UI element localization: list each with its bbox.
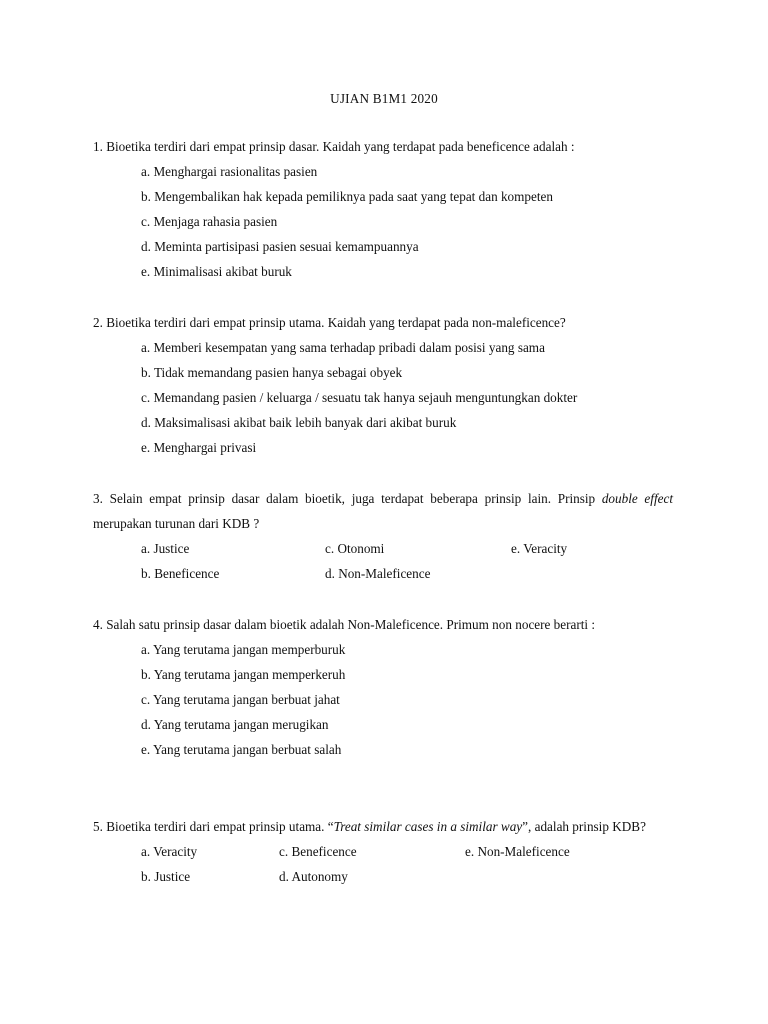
question-2-option-a: a. Memberi kesempatan yang sama terhadap pribadi dalam posisi yang sama [141, 340, 545, 355]
question-5-option-d: d. Autonomy [279, 869, 348, 884]
question-3-text-start: 3. Selain empat prinsip dasar dalam bioetik, juga terdapat beberapa prinsip lain. Prinsip [93, 491, 602, 506]
question-4-option-d: d. Yang terutama jangan merugikan [141, 717, 329, 732]
question-1-text: 1. Bioetika terdiri dari empat prinsip dasar. Kaidah yang terdapat pada beneficence adalah : [93, 139, 575, 154]
question-4-options [93, 637, 673, 762]
question-5-option-c: c. Beneficence [279, 844, 357, 859]
question-5-options-row-2 [93, 864, 673, 889]
question-4-option-b: b. Yang terutama jangan memperkeruh [141, 667, 346, 682]
question-2-text: 2. Bioetika terdiri dari empat prinsip utama. Kaidah yang terdapat pada non-maleficence? [93, 315, 566, 330]
question-3-options-row-2 [93, 561, 673, 586]
question-5-option-b: b. Justice [141, 869, 191, 884]
question-5-text [93, 814, 673, 839]
question-5 [93, 814, 673, 889]
question-4-text: 4. Salah satu prinsip dasar dalam bioetik adalah Non-Maleficence. Primum non nocere berarti : [93, 617, 596, 632]
question-2-option-e: e. Menghargai privasi [141, 440, 257, 455]
question-2-option-d: d. Maksimalisasi akibat baik lebih banyak dari akibat buruk [141, 415, 457, 430]
question-4-option-a: a. Yang terutama jangan memperburuk [141, 642, 346, 657]
question-2-option-b: b. Tidak memandang pasien hanya sebagai obyek [141, 365, 403, 380]
question-3-text-end: merupakan turunan dari KDB ? [93, 516, 260, 531]
question-5-option-a: a. Veracity [141, 844, 198, 859]
question-1-option-c: c. Menjaga rahasia pasien [141, 214, 278, 229]
question-5-option-e: e. Non-Maleficence [465, 844, 570, 859]
question-3-option-e: e. Veracity [511, 541, 568, 556]
question-2-options [93, 335, 673, 460]
question-1 [93, 134, 673, 284]
question-2-option-c: c. Memandang pasien / keluarga / sesuatu tak hanya sejauh menguntungkan dokter [141, 390, 578, 405]
question-3-italic-term: double effect [601, 491, 673, 506]
question-3-option-d: d. Non-Maleficence [325, 566, 431, 581]
question-5-text-end: ”, adalah prinsip KDB? [522, 819, 646, 834]
question-1-options [93, 159, 673, 284]
question-4 [93, 612, 673, 762]
question-3-option-c: c. Otonomi [325, 541, 385, 556]
question-3 [93, 486, 673, 586]
question-3-text [93, 486, 673, 536]
question-1-option-b: b. Mengembalikan hak kepada pemiliknya pada saat yang tepat dan kompeten [141, 189, 553, 204]
question-5-text-start: 5. Bioetika terdiri dari empat prinsip utama. “ [93, 819, 334, 834]
question-1-option-a: a. Menghargai rasionalitas pasien [141, 164, 318, 179]
exam-title: UJIAN B1M1 2020 [330, 91, 438, 106]
question-1-option-e: e. Minimalisasi akibat buruk [141, 264, 292, 279]
question-5-italic-quote: Treat similar cases in a similar way [333, 819, 523, 834]
question-4-option-c: c. Yang terutama jangan berbuat jahat [141, 692, 340, 707]
question-1-option-d: d. Meminta partisipasi pasien sesuai kemampuannya [141, 239, 419, 254]
question-3-option-a: a. Justice [141, 541, 190, 556]
question-3-options-row-1 [93, 536, 673, 561]
question-4-option-e: e. Yang terutama jangan berbuat salah [141, 742, 342, 757]
question-5-options-row-1 [93, 839, 673, 864]
question-2 [93, 310, 673, 460]
question-3-option-b: b. Beneficence [141, 566, 220, 581]
